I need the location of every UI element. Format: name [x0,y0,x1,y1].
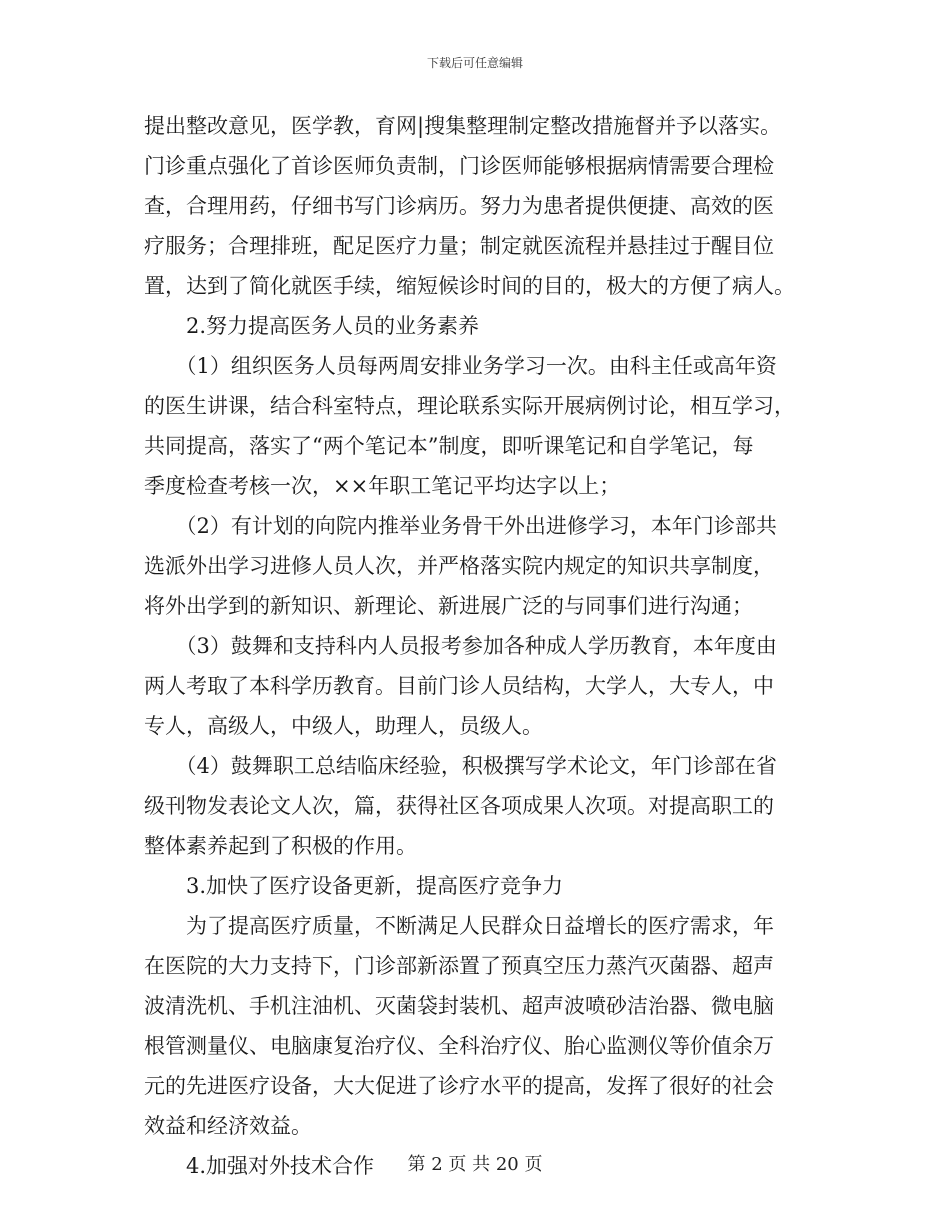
text-line: 根管测量仪、电脑康复治疗仪、全科治疗仪、胎心监测仪等价值余万 [144,1034,774,1058]
text-line: 元的先进医疗设备，大大促进了诊疗水平的提高，发挥了很好的社会 [144,1074,774,1098]
text-line: 整体素养起到了积极的作用。 [144,834,417,858]
page-number-footer: 第 2 页 共 20 页 [407,1154,543,1175]
text-line: 波清洗机、手机注油机、灭菌袋封装机、超声波喷砂洁治器、微电脑 [144,994,774,1018]
text-line: 门诊重点强化了首诊医师负责制，门诊医师能够根据病情需要合理检 [144,154,774,178]
section-heading: 4.加强对外技术合作 [144,1154,375,1178]
text-line: 季度检查考核一次，××年职工笔记平均达字以上； [144,474,621,498]
text-line: 选派外出学习进修人员人次，并严格落实院内规定的知识共享制度， [144,554,774,578]
page-header-note: 下载后可任意编辑 [426,56,523,70]
text-line: 查，合理用药，仔细书写门诊病历。努力为患者提供便捷、高效的医 [144,194,774,218]
text-line: 在医院的大力支持下，门诊部新添置了预真空压力蒸汽灭菌器、超声 [144,954,774,978]
text-line: 疗服务；合理排班，配足医疗力量；制定就医流程并悬挂过于醒目位 [144,234,774,258]
text-line: 提出整改意见，医学教，育网|搜集整理制定整改措施督并予以落实。 [144,114,782,138]
text-line: 级刊物发表论文人次，篇，获得社区各项成果人次项。对提高职工的 [144,794,774,818]
text-line: 的医生讲课，结合科室特点，理论联系实际开展病例讨论，相互学习， [144,394,795,418]
text-line: （3）鼓舞和支持科内人员报考参加各种成人学历教育，本年度由 [144,634,777,658]
text-line: 效益和经济效益。 [144,1114,312,1138]
document-body [144,106,808,1186]
text-line: 专人，高级人，中级人，助理人，员级人。 [144,714,543,738]
text-line: （4）鼓舞职工总结临床经验，积极撰写学术论文，年门诊部在省 [144,754,777,778]
text-line: （2）有计划的向院内推举业务骨干外出进修学习，本年门诊部共 [144,514,777,538]
text-line: 为了提高医疗质量，不断满足人民群众日益增长的医疗需求，年 [144,914,774,938]
text-line: 置，达到了简化就医手续，缩短候诊时间的目的，极大的方便了病人。 [144,274,795,298]
text-line: 将外出学到的新知识、新理论、新进展广泛的与同事们进行沟通； [144,594,753,618]
text-line: 共同提高，落实了“两个笔记本”制度，即听课笔记和自学笔记，每 [144,434,754,458]
section-heading: 2.努力提高医务人员的业务素养 [144,314,480,338]
text-line: （1）组织医务人员每两周安排业务学习一次。由科主任或高年资 [144,354,777,378]
section-heading: 3.加快了医疗设备更新，提高医疗竞争力 [144,874,564,898]
text-line: 两人考取了本科学历教育。目前门诊人员结构，大学人，大专人，中 [144,674,774,698]
